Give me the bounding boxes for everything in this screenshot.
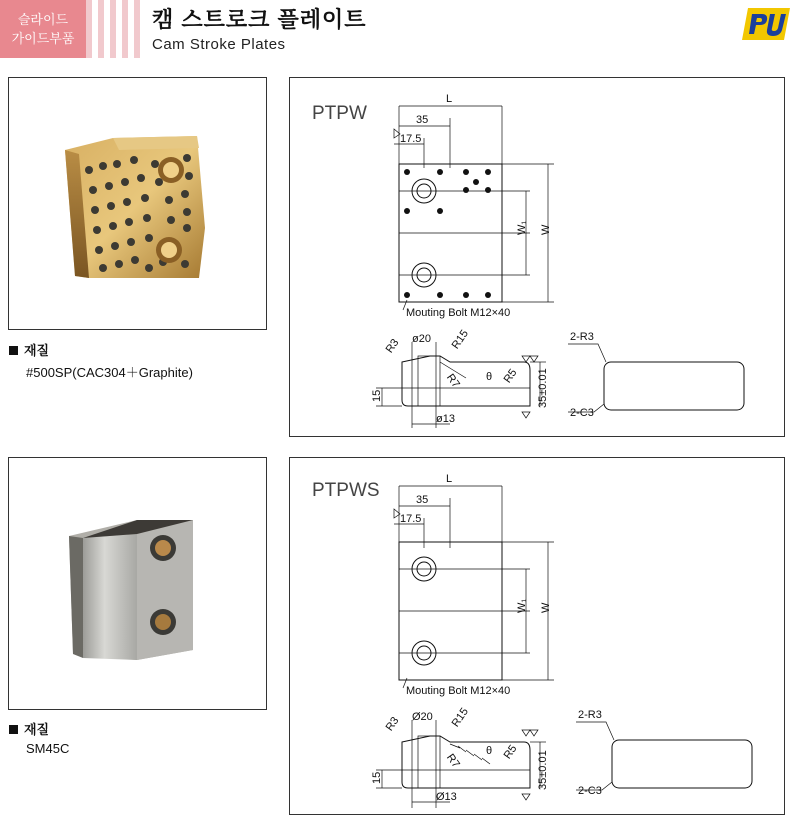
- corner-r-note: 2-R3: [570, 331, 594, 343]
- brand-logo-icon: [740, 6, 792, 42]
- dim-theta: θ: [486, 371, 493, 383]
- drawing-panel-ptpw: [289, 77, 785, 437]
- material-heading-label: 재질: [24, 343, 50, 358]
- dim-L: L: [446, 473, 453, 485]
- dim-35-tol: 35±0.01: [537, 750, 549, 790]
- steel-plate-image: [9, 458, 266, 709]
- material-value-2: SM45C: [26, 741, 70, 756]
- dim-R15: R15: [449, 705, 472, 730]
- dim-phi13: ø13: [436, 413, 455, 425]
- dim-W1: W₁: [516, 220, 528, 235]
- dim-phi13: Ø13: [436, 791, 457, 803]
- bolt-note: Mouting Bolt M12×40: [406, 685, 511, 697]
- dim-15: 15: [371, 389, 383, 402]
- bullet-square-icon: [9, 725, 18, 734]
- bullet-square-icon: [9, 346, 18, 355]
- dim-R7: R7: [443, 751, 462, 771]
- product-photo-ptpw: [8, 77, 267, 330]
- dim-theta: θ: [486, 745, 493, 757]
- dim-L: L: [446, 93, 453, 105]
- dim-W1: W₁: [516, 598, 528, 613]
- material-heading-2: [9, 719, 49, 738]
- technical-drawing-ptpws: [290, 458, 784, 814]
- corner-c-note: 2-C3: [578, 785, 602, 797]
- dim-R3: R3: [383, 336, 402, 356]
- dim-35-tol: 35±0.01: [537, 368, 549, 408]
- material-heading-label: 재질: [24, 722, 50, 737]
- model-label: PTPW: [312, 103, 367, 124]
- corner-r-note: 2-R3: [578, 709, 602, 721]
- dim-R5: R5: [501, 742, 520, 762]
- dim-R15: R15: [449, 327, 472, 352]
- category-line-2: 가이드부품: [11, 31, 75, 46]
- dim-R5: R5: [501, 366, 520, 386]
- category-line-1: 슬라이드: [17, 12, 69, 27]
- dim-15: 15: [371, 771, 383, 784]
- dim-17-5: 17.5: [400, 133, 422, 145]
- product-photo-ptpws: [8, 457, 267, 710]
- technical-drawing-ptpw: [290, 78, 784, 436]
- dim-phi20: ø20: [412, 333, 431, 345]
- material-heading-1: [9, 340, 49, 359]
- dim-R7: R7: [443, 371, 462, 391]
- drawing-panel-ptpws: [289, 457, 785, 815]
- dim-35: 35: [416, 114, 429, 126]
- category-tag: [0, 0, 86, 58]
- material-value-1: #500SP(CAC304＋Graphite): [26, 365, 193, 380]
- dim-W: W: [540, 224, 552, 235]
- dim-35: 35: [416, 494, 429, 506]
- bronze-plate-image: [9, 78, 266, 329]
- dim-R3: R3: [383, 714, 402, 734]
- dim-17-5: 17.5: [400, 513, 422, 525]
- decorative-stripes: [86, 0, 144, 58]
- model-label: PTPWS: [312, 480, 380, 501]
- corner-c-note: 2-C3: [570, 407, 594, 419]
- bolt-note: Mouting Bolt M12×40: [406, 307, 511, 319]
- dim-W: W: [540, 602, 552, 613]
- page-title: 캠 스트로크 플레이트: [152, 7, 367, 32]
- dim-phi20: Ø20: [412, 711, 433, 723]
- page-subtitle: Cam Stroke Plates: [152, 36, 286, 53]
